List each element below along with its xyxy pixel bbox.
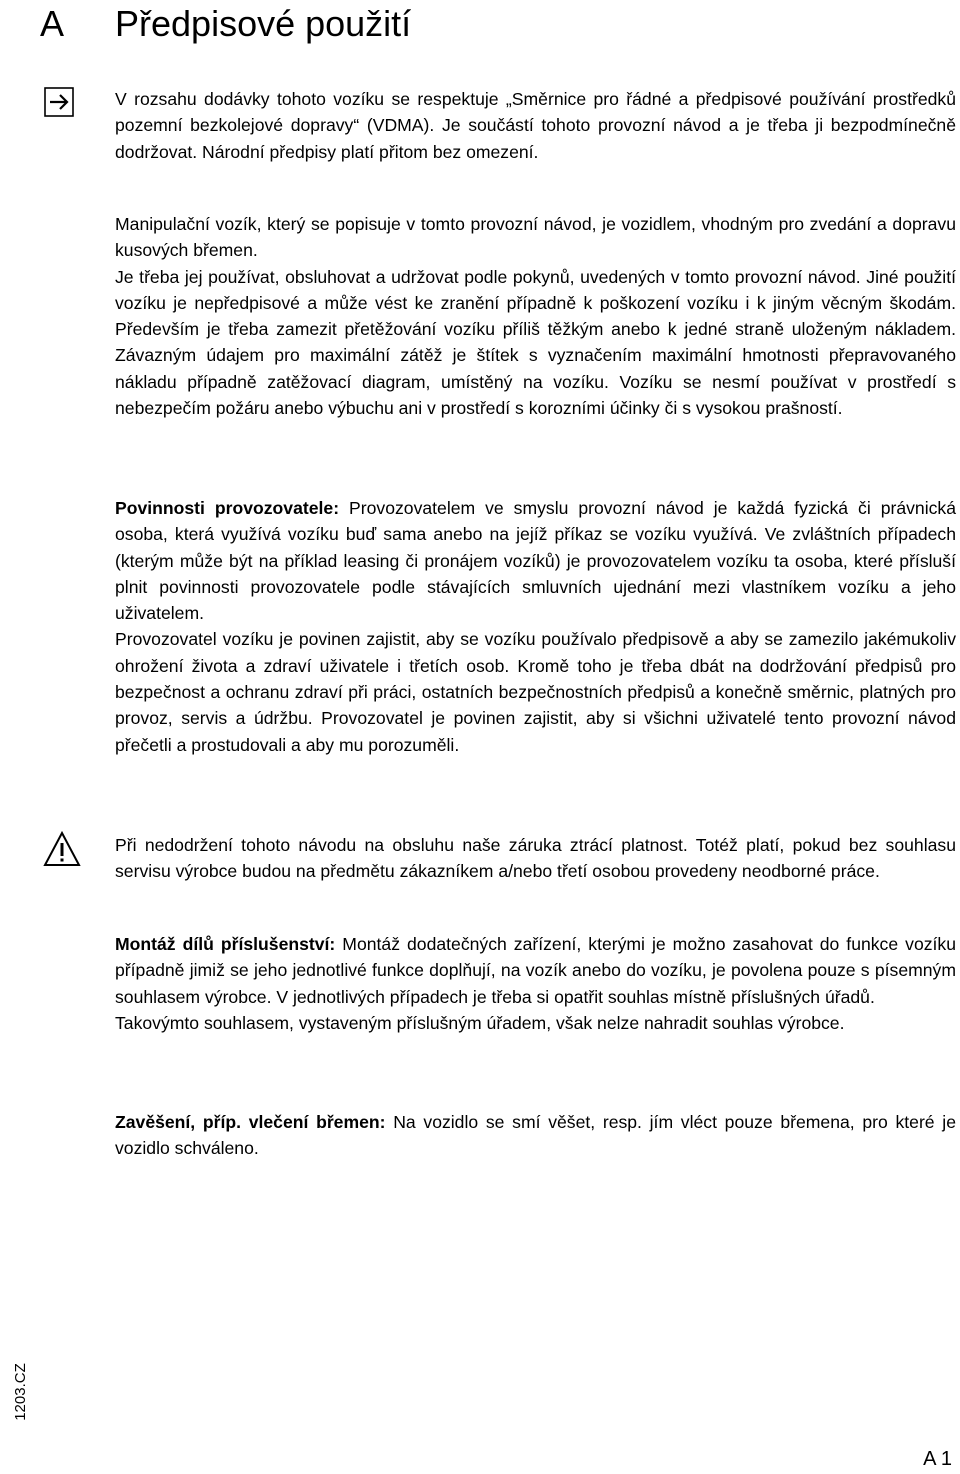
warning-icon <box>42 830 82 868</box>
operator-heading: Povinnosti provozovatele: <box>115 498 340 518</box>
towing-heading: Zavěšení, příp. vlečení břemen: <box>115 1112 386 1132</box>
operator-text: Provozovatelem ve smyslu provozní návod je každá fyzická či právnická osoba, která využívá vozíku buď sama anebo na jejíž příkaz se vozíku využívá. Ve zvláštních případech (kterým může být na příklad leasing či pronájem vozíků) je provozovatelem vozíku ta osoba, které přísluší plnit povinnosti provozovatele podle stávajících smluvních ujednání mezi vlastníkem vozíku a jeho uživatelem. <box>115 498 956 624</box>
towing-paragraph <box>115 1109 956 1162</box>
operator-paragraph-2: Provozovatel vozíku je povinen zajistit, aby se vozíku používalo předpisově a aby se zamezilo jakémukoliv ohrožení života a zdraví uživatele i třetích osob. Kromě toho je třeba dbát na dodržování předpisů pro bezpečnost a ochranu zdraví při práci, ostatních bezpečnostních předpisů a konečně směrnic, platných pro provoz, servis a údržbu. Provozovatel je povinen zajistit, aby si všichni uživatelé tento provozní návod přečetli a prostudovali a aby mu porozuměli. <box>115 629 956 755</box>
page-number: A 1 <box>923 1448 952 1470</box>
document-code: 1203.CZ <box>12 1363 29 1421</box>
operator-paragraph-1 <box>115 495 956 626</box>
warning-paragraph: Při nedodržení tohoto návodu na obsluhu naše záruka ztrácí platnost. Totéž platí, pokud bez souhlasu servisu výrobce budou na předmětu zákazníkem a/nebo třetí osobou provedeny neodborné práce. <box>115 835 956 882</box>
intro-paragraph: V rozsahu dodávky tohoto vozíku se respektuje „Směrnice pro řádné a předpisové používání prostředků pozemní bezkolejové dopravy“ (VDMA). Je součástí tohoto provozní návod a je třeba ji bezpodmínečně dodržovat. Národní předpisy platí přitom bez omezení. <box>115 89 956 162</box>
towing-text: Na vozidlo se smí věšet, resp. jím vléct pouze břemena, pro které je vozidlo schváleno. <box>115 1112 956 1159</box>
arrow-right-icon <box>44 87 74 117</box>
chapter-letter: A <box>40 3 65 44</box>
accessories-paragraph-2: Takovýmto souhlasem, vystaveným příslušným úřadem, však nelze nahradit souhlas výrobce. <box>115 1012 845 1033</box>
accessories-heading: Montáž dílů příslušenství: <box>115 934 336 954</box>
towing-section <box>115 1109 956 1162</box>
accessories-text: Montáž dodatečných zařízení, kterými je možno zasahovat do funkce vozíku případně jimiž se jeho jednotlivé funkce doplňují, na vozík anebo do vozíku, je povolena pouze s písemným souhlasem výrobce. V jednotlivých případech je třeba si opatřit souhlas místně příslušných úřadů. <box>115 934 956 1007</box>
operator-section <box>115 495 956 758</box>
accessories-section <box>115 931 956 1036</box>
intro-section <box>115 86 956 165</box>
warning-section <box>115 832 956 885</box>
accessories-paragraph-1 <box>115 931 956 1010</box>
usage-paragraph-2: Je třeba jej používat, obsluhovat a udržovat podle pokynů, uvedených v tomto provozní návod. Jiné použití vozíku je nepředpisové a může vést ke zranění případně k poškození vozíku i k jiným věcným škodám. Především je třeba zamezit přetěžování vozíku příliš těžkým anebo k jedné straně uloženým nákladem. Závazným údajem pro maximální zátěž je štítek s vyznačením maximální hmotnosti přepravovaného nákladu případně zatěžovací diagram, umístěný na vozíku. Vozíku se nesmí používat v prostředí s nebezpečím požáru anebo výbuchu ani v prostředí s korozními účinky či s vysokou prašností. <box>115 266 956 419</box>
usage-section <box>115 211 956 421</box>
page-title: Předpisové použití <box>115 3 412 44</box>
usage-paragraph-1: Manipulační vozík, který se popisuje v tomto provozní návod, je vozidlem, vhodným pro zvedání a dopravu kusových břemen. <box>115 214 956 261</box>
